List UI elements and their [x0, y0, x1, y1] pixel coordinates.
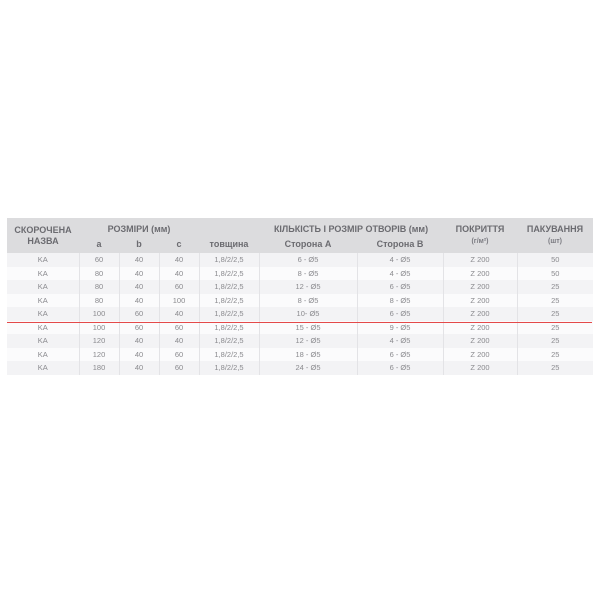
cell-name: KA — [7, 307, 79, 321]
cell-side-a: 10- Ø5 — [259, 307, 357, 321]
table-row — [7, 267, 593, 281]
cell-pack: 50 — [517, 267, 593, 281]
header-packing-title: ПАКУВАННЯ — [526, 224, 584, 234]
cell-c: 60 — [159, 280, 199, 294]
table-row — [7, 307, 593, 321]
table-row — [7, 253, 593, 267]
cell-thickness: 1,8/2/2,5 — [199, 334, 259, 348]
cell-side-a: 24 - Ø5 — [259, 361, 357, 375]
table-body — [7, 253, 593, 375]
cell-b: 40 — [119, 361, 159, 375]
header-coating — [443, 218, 517, 253]
cell-pack: 25 — [517, 348, 593, 362]
cell-c: 40 — [159, 307, 199, 321]
cell-pack: 25 — [517, 280, 593, 294]
cell-side-a: 6 - Ø5 — [259, 253, 357, 267]
cell-a: 120 — [79, 348, 119, 362]
cell-name: KA — [7, 361, 79, 375]
cell-a: 80 — [79, 294, 119, 308]
table-row — [7, 334, 593, 348]
cell-b: 40 — [119, 294, 159, 308]
cell-coating: Z 200 — [443, 361, 517, 375]
header-b: b — [119, 235, 159, 253]
cell-thickness: 1,8/2/2,5 — [199, 294, 259, 308]
header-row-top — [7, 218, 593, 235]
header-packing — [517, 218, 593, 253]
cell-thickness: 1,8/2/2,5 — [199, 280, 259, 294]
header-holes: КІЛЬКІСТЬ І РОЗМІР ОТВОРІВ (мм) — [259, 218, 443, 235]
cell-thickness: 1,8/2/2,5 — [199, 307, 259, 321]
cell-side-b: 9 - Ø5 — [357, 321, 443, 335]
cell-name: KA — [7, 280, 79, 294]
cell-a: 80 — [79, 280, 119, 294]
cell-side-b: 4 - Ø5 — [357, 267, 443, 281]
cell-side-b: 4 - Ø5 — [357, 253, 443, 267]
cell-thickness: 1,8/2/2,5 — [199, 348, 259, 362]
table-row — [7, 348, 593, 362]
cell-b: 40 — [119, 348, 159, 362]
cell-b: 60 — [119, 307, 159, 321]
cell-coating: Z 200 — [443, 348, 517, 362]
cell-pack: 25 — [517, 321, 593, 335]
cell-thickness: 1,8/2/2,5 — [199, 361, 259, 375]
cell-pack: 50 — [517, 253, 593, 267]
cell-coating: Z 200 — [443, 334, 517, 348]
cell-a: 180 — [79, 361, 119, 375]
cell-c: 100 — [159, 294, 199, 308]
cell-side-a: 8 - Ø5 — [259, 294, 357, 308]
header-a: a — [79, 235, 119, 253]
cell-name: KA — [7, 253, 79, 267]
cell-side-b: 6 - Ø5 — [357, 348, 443, 362]
cell-coating: Z 200 — [443, 253, 517, 267]
cell-side-a: 15 - Ø5 — [259, 321, 357, 335]
header-name: СКОРОЧЕНА НАЗВА — [7, 218, 79, 253]
cell-b: 40 — [119, 267, 159, 281]
cell-coating: Z 200 — [443, 267, 517, 281]
table-row — [7, 280, 593, 294]
cell-a: 80 — [79, 267, 119, 281]
cell-c: 60 — [159, 348, 199, 362]
header-packing-unit: (шт) — [548, 238, 562, 245]
cell-coating: Z 200 — [443, 280, 517, 294]
cell-side-b: 6 - Ø5 — [357, 280, 443, 294]
cell-name: KA — [7, 294, 79, 308]
row-separator-line — [7, 322, 592, 323]
cell-a: 100 — [79, 321, 119, 335]
header-dimensions: РОЗМІРИ (мм) — [79, 218, 199, 235]
cell-coating: Z 200 — [443, 294, 517, 308]
header-coating-title: ПОКРИТТЯ — [455, 224, 505, 234]
cell-c: 40 — [159, 253, 199, 267]
cell-coating: Z 200 — [443, 321, 517, 335]
header-thickness: товщина — [199, 235, 259, 253]
cell-pack: 25 — [517, 294, 593, 308]
cell-pack: 25 — [517, 307, 593, 321]
cell-a: 100 — [79, 307, 119, 321]
table-row — [7, 361, 593, 375]
cell-side-b: 8 - Ø5 — [357, 294, 443, 308]
cell-side-a: 12 - Ø5 — [259, 334, 357, 348]
cell-name: KA — [7, 267, 79, 281]
header-c: c — [159, 235, 199, 253]
specification-table — [7, 218, 593, 375]
cell-name: KA — [7, 321, 79, 335]
cell-thickness: 1,8/2/2,5 — [199, 253, 259, 267]
cell-side-a: 12 - Ø5 — [259, 280, 357, 294]
cell-c: 40 — [159, 334, 199, 348]
cell-side-b: 6 - Ø5 — [357, 307, 443, 321]
cell-thickness: 1,8/2/2,5 — [199, 321, 259, 335]
cell-b: 60 — [119, 321, 159, 335]
cell-c: 40 — [159, 267, 199, 281]
header-side-b: Сторона В — [357, 235, 443, 253]
cell-name: KA — [7, 334, 79, 348]
cell-a: 60 — [79, 253, 119, 267]
cell-b: 40 — [119, 280, 159, 294]
table-row — [7, 294, 593, 308]
cell-side-a: 18 - Ø5 — [259, 348, 357, 362]
cell-side-a: 8 - Ø5 — [259, 267, 357, 281]
cell-b: 40 — [119, 253, 159, 267]
cell-coating: Z 200 — [443, 307, 517, 321]
cell-side-b: 4 - Ø5 — [357, 334, 443, 348]
cell-thickness: 1,8/2/2,5 — [199, 267, 259, 281]
table-header — [7, 218, 593, 253]
cell-pack: 25 — [517, 334, 593, 348]
cell-b: 40 — [119, 334, 159, 348]
cell-side-b: 6 - Ø5 — [357, 361, 443, 375]
cell-pack: 25 — [517, 361, 593, 375]
cell-name: KA — [7, 348, 79, 362]
header-coating-unit: (г/м²) — [471, 238, 489, 245]
header-side-a: Сторона А — [259, 235, 357, 253]
cell-a: 120 — [79, 334, 119, 348]
header-empty — [199, 218, 259, 235]
cell-c: 60 — [159, 361, 199, 375]
cell-c: 60 — [159, 321, 199, 335]
